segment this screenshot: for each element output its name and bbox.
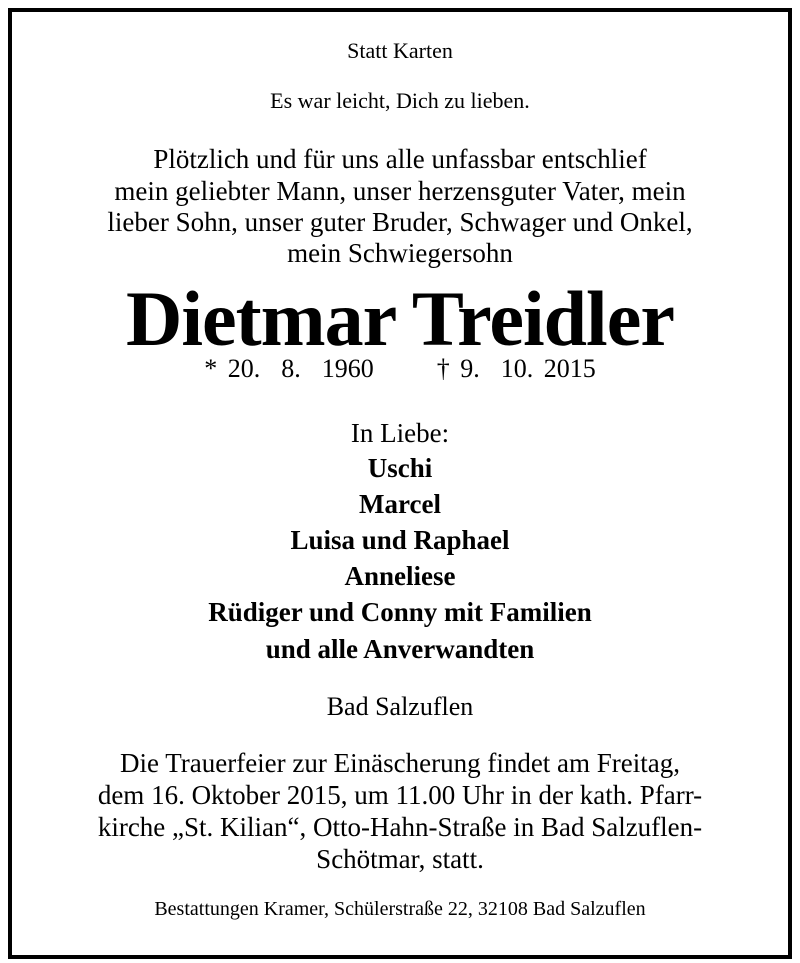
mourner-name: Anneliese: [344, 561, 456, 591]
mourner-name: Luisa und Raphael: [290, 525, 510, 555]
birth-date: * 20. 8. 1960: [204, 354, 374, 383]
mourner-name: Marcel: [359, 489, 441, 519]
mourner-name: und alle Anverwandten: [265, 634, 535, 664]
mourner-name: Uschi: [367, 453, 433, 483]
intro-line-4: mein Schwiegersohn: [287, 238, 513, 268]
ceremony-line-2: dem 16. Oktober 2015, um 11.00 Uhr in der kath. Pfarr-: [97, 780, 703, 810]
place-text: Bad Salzuflen: [326, 692, 474, 721]
mourner-name: Rüdiger und Conny mit Familien: [208, 597, 592, 627]
ceremony-line-3: kirche „St. Kilian“, Otto-Hahn-Straße in Bad Salzuflen-: [97, 812, 703, 842]
ceremony-line-1: Die Trauerfeier zur Einäscherung findet am Freitag,: [119, 748, 681, 778]
funeral-home-footer: Bestattungen Kramer, Schülerstraße 22, 32108 Bad Salzuflen: [154, 898, 646, 920]
ceremony-line-4: Schötmar, statt.: [316, 844, 484, 874]
intro-line-2: mein geliebter Mann, unser herzensguter Vater, mein: [114, 176, 686, 206]
statt-karten-text: Statt Karten: [347, 38, 453, 63]
intro-line-3: lieber Sohn, unser guter Bruder, Schwager und Onkel,: [107, 207, 693, 237]
death-date: † 9. 10. 2015: [436, 354, 596, 383]
life-dates: [0, 356, 800, 382]
mourners-heading: In Liebe:: [350, 418, 450, 448]
motto-text: Es war leicht, Dich zu lieben.: [270, 88, 530, 113]
deceased-name: Dietmar Treidler: [126, 275, 674, 362]
intro-line-1: Plötzlich und für uns alle unfassbar entschlief: [153, 144, 647, 174]
